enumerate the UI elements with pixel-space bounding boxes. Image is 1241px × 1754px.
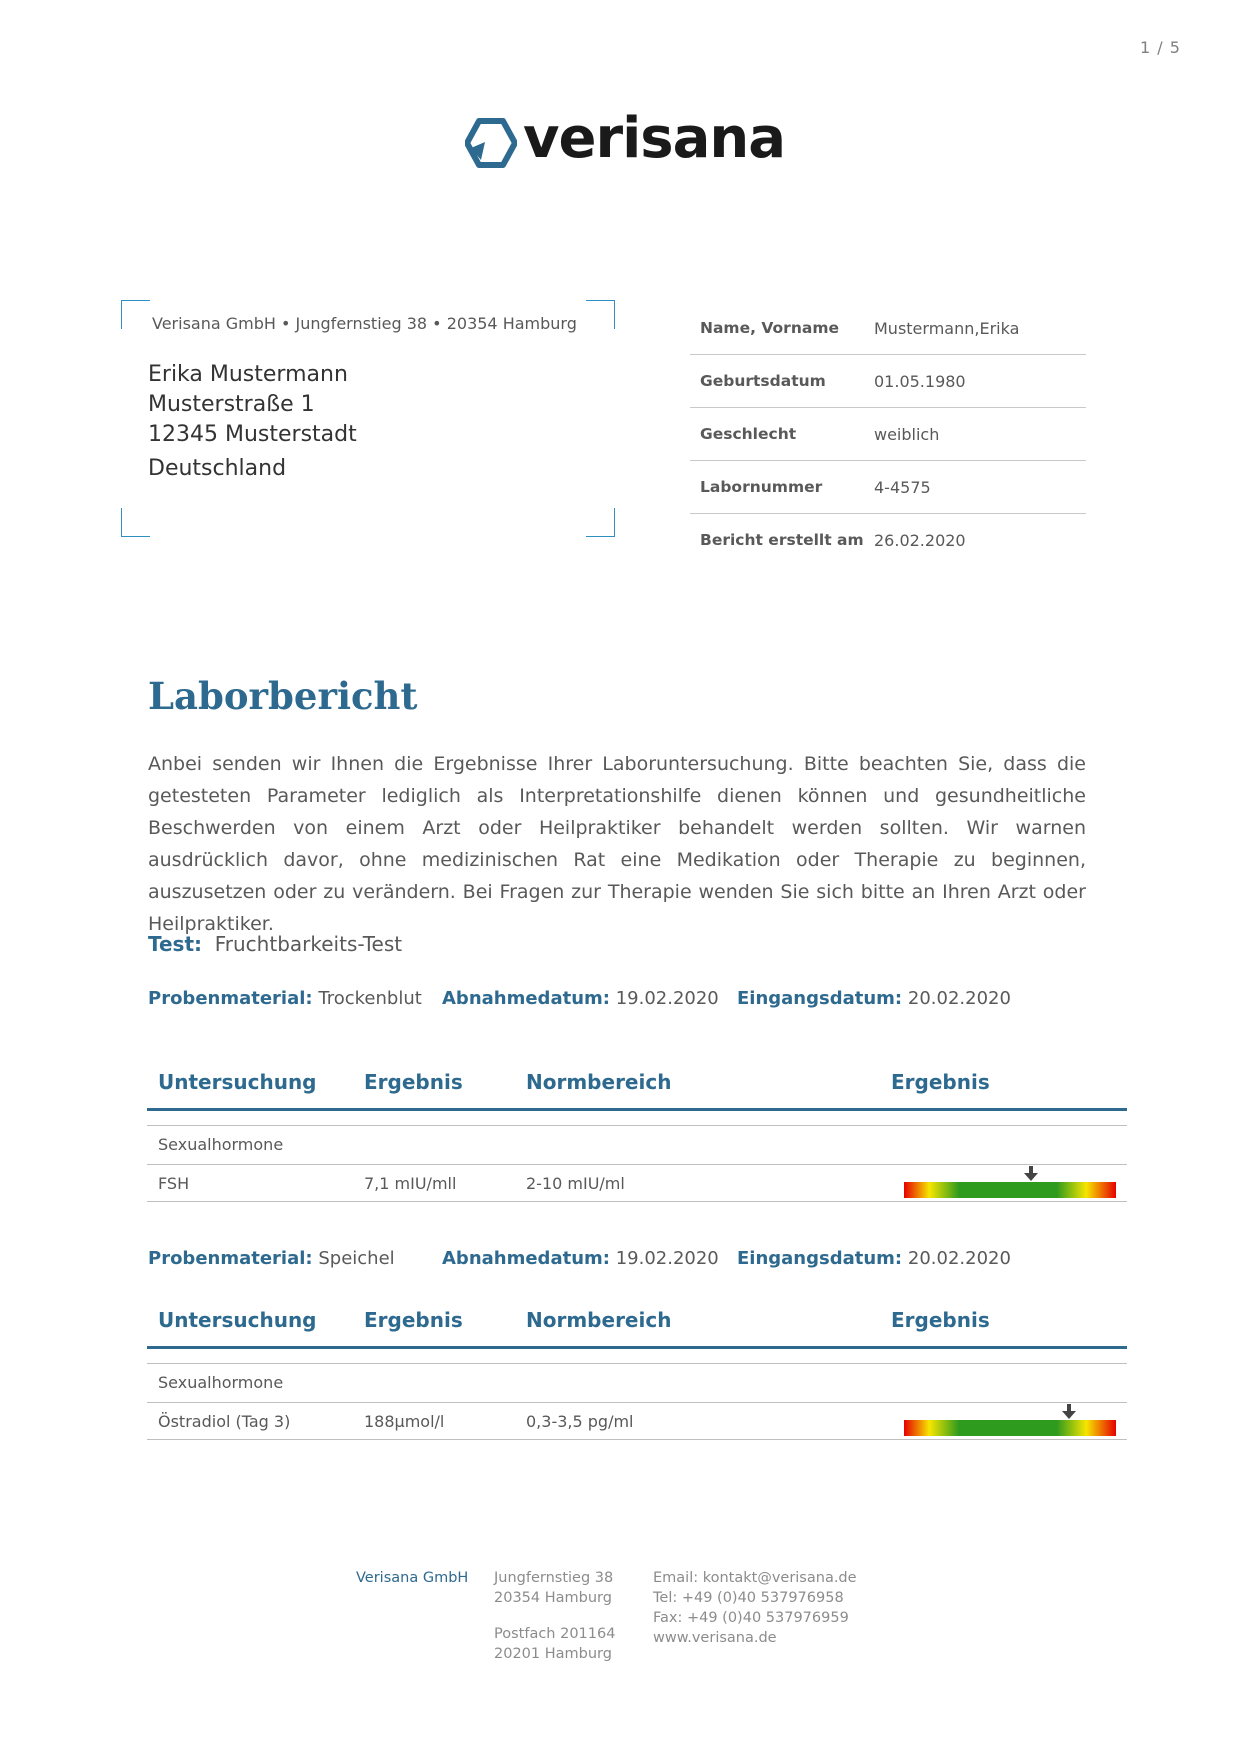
material-value: Trockenblut: [318, 988, 422, 1009]
result-scale-bar: [904, 1420, 1116, 1436]
table-group-row: Sexualhormone: [147, 1126, 1127, 1165]
header-investigation: Untersuchung: [158, 1308, 317, 1332]
sampling-date-value: 19.02.2020: [615, 1248, 719, 1269]
address-window-corner: [586, 300, 615, 329]
info-row: [690, 408, 1086, 461]
table-spacer: [147, 1111, 1127, 1126]
info-value: 26.02.2020: [874, 530, 966, 550]
cell-investigation: Östradiol (Tag 3): [158, 1411, 291, 1431]
info-label: Geburtsdatum: [700, 372, 826, 390]
footer-address: [494, 1568, 613, 1608]
recipient-country: Deutschland: [148, 456, 287, 481]
cell-result: 7,1 mIU/mll: [364, 1173, 457, 1193]
info-value: weiblich: [874, 424, 940, 444]
cell-reference-range: 2-10 mIU/ml: [526, 1173, 625, 1193]
header-result-scale: Ergebnis: [891, 1070, 990, 1094]
header-result: Ergebnis: [364, 1308, 463, 1332]
patient-info-table: [690, 302, 1086, 566]
sampling-date-label: Abnahmedatum:: [442, 1248, 610, 1269]
footer-address-line: Jungfernstieg 38: [494, 1570, 614, 1586]
info-value: 4-4575: [874, 477, 931, 497]
header-reference-range: Normbereich: [526, 1070, 672, 1094]
address-window-corner: [121, 508, 150, 537]
sender-line: Verisana GmbH • Jungfernstieg 38 • 20354 Hamburg: [152, 314, 577, 333]
brand-logo: [465, 106, 786, 182]
table-row: [147, 1165, 1127, 1202]
header-result-scale: Ergebnis: [891, 1308, 990, 1332]
recipient-city: 12345 Musterstadt: [148, 422, 357, 447]
table-header: [147, 1288, 1127, 1349]
result-scale-bar: [904, 1182, 1116, 1198]
report-intro: Anbei senden wir Ihnen die Ergebnisse Ihrer Laboruntersuchung. Bitte beachten Sie, dass die getesteten Parameter lediglich als Interpretationshilfe dienen können und gesundheitliche Beschwerden von einem Arzt oder Heilpraktiker behandelt werden sollten. Wir warnen ausdrücklich davor, ohne medizinischen Rat eine Medikation oder Therapie zu beginnen, auszusetzen oder zu verändern. Bei Fragen zur Therapie wenden Sie sich bitte an Ihren Arzt oder Heilpraktiker.: [148, 753, 1086, 935]
result-marker-arrow-icon: [1024, 1166, 1038, 1182]
info-label: Name, Vorname: [700, 319, 839, 337]
footer-email: Email: kontakt@verisana.de: [653, 1570, 857, 1586]
test-value: Fruchtbarkeits-Test: [214, 932, 403, 956]
footer-company: Verisana GmbH: [356, 1570, 469, 1586]
cell-reference-range: 0,3-3,5 pg/ml: [526, 1411, 634, 1431]
page-number: 1 / 5: [1140, 38, 1181, 57]
header-reference-range: Normbereich: [526, 1308, 672, 1332]
info-label: Bericht erstellt am: [700, 531, 864, 549]
address-window-corner: [121, 300, 150, 329]
results-table: [147, 1050, 1127, 1202]
material-field: [148, 988, 422, 1009]
hexagon-logo-icon: [465, 118, 517, 168]
address-window-corner: [586, 508, 615, 537]
footer-address-line: 20354 Hamburg: [494, 1590, 612, 1606]
footer-fax: Fax: +49 (0)40 537976959: [653, 1610, 849, 1626]
material-field: [148, 1248, 395, 1269]
results-table: [147, 1288, 1127, 1440]
info-value: Mustermann,Erika: [874, 318, 1020, 338]
test-label: Test:: [148, 932, 203, 956]
info-row: [690, 461, 1086, 514]
sampling-date-label: Abnahmedatum:: [442, 988, 610, 1009]
cell-investigation: FSH: [158, 1173, 190, 1193]
footer-postbox-line: Postfach 201164: [494, 1626, 616, 1642]
sampling-date-field: [442, 988, 719, 1009]
header-result: Ergebnis: [364, 1070, 463, 1094]
info-row: [690, 355, 1086, 408]
info-value: 01.05.1980: [874, 371, 966, 391]
footer-postbox-line: 20201 Hamburg: [494, 1646, 612, 1662]
result-marker-arrow-icon: [1062, 1404, 1076, 1420]
material-value: Speichel: [318, 1248, 395, 1269]
sampling-date-field: [442, 1248, 719, 1269]
info-label: Labornummer: [700, 478, 823, 496]
table-header: [147, 1050, 1127, 1111]
cell-result: 188µmol/l: [364, 1411, 445, 1431]
footer-postbox: [494, 1624, 615, 1664]
footer-contact: [653, 1568, 857, 1648]
info-row: [690, 302, 1086, 355]
receipt-date-field: [737, 988, 1011, 1009]
receipt-date-label: Eingangsdatum:: [737, 988, 903, 1009]
material-label: Probenmaterial:: [148, 1248, 313, 1269]
sampling-date-value: 19.02.2020: [615, 988, 719, 1009]
receipt-date-value: 20.02.2020: [907, 1248, 1011, 1269]
receipt-date-value: 20.02.2020: [907, 988, 1011, 1009]
info-row: [690, 514, 1086, 566]
table-group-row: Sexualhormone: [147, 1364, 1127, 1403]
table-spacer: [147, 1349, 1127, 1364]
info-label: Geschlecht: [700, 425, 797, 443]
test-line: [148, 932, 402, 956]
receipt-date-label: Eingangsdatum:: [737, 1248, 903, 1269]
report-title: Laborbericht: [148, 674, 418, 718]
receipt-date-field: [737, 1248, 1011, 1269]
table-row: [147, 1403, 1127, 1440]
material-label: Probenmaterial:: [148, 988, 313, 1009]
logo-text: verisana: [523, 106, 786, 171]
recipient-name: Erika Mustermann: [148, 362, 348, 387]
footer-phone: Tel: +49 (0)40 537976958: [653, 1590, 844, 1606]
footer-website: www.verisana.de: [653, 1630, 777, 1646]
header-investigation: Untersuchung: [158, 1070, 317, 1094]
recipient-street: Musterstraße 1: [148, 392, 315, 417]
